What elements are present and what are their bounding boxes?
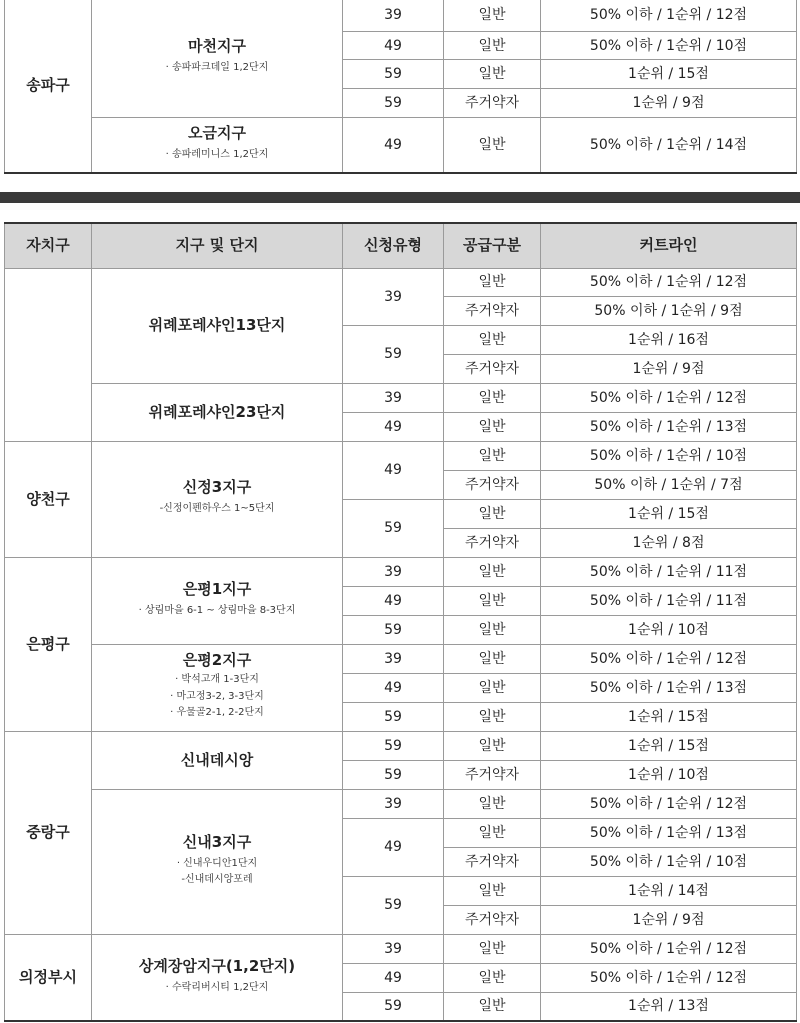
complex-item: · 마고정3-2, 3-3단지 — [170, 690, 264, 702]
table-row — [5, 118, 797, 173]
district-cell — [92, 441, 343, 557]
type-cell: 49 — [343, 963, 444, 992]
type-cell: 59 — [343, 325, 444, 383]
type-cell: 39 — [343, 644, 444, 673]
type-cell: 59 — [343, 992, 444, 1021]
cutoff-cell: 1순위 / 14점 — [541, 876, 797, 905]
type-cell: 49 — [343, 673, 444, 702]
region-cell: 중랑구 — [5, 731, 92, 934]
cutoff-cell: 50% 이하 / 1순위 / 11점 — [541, 586, 797, 615]
type-cell: 59 — [343, 702, 444, 731]
category-cell: 일반 — [444, 557, 541, 586]
cutoff-cell: 50% 이하 / 1순위 / 7점 — [541, 470, 797, 499]
cutoff-cell: 1순위 / 15점 — [541, 499, 797, 528]
category-cell: 일반 — [444, 441, 541, 470]
cutoff-cell: 50% 이하 / 1순위 / 14점 — [541, 118, 797, 173]
category-cell: 일반 — [444, 60, 541, 89]
cutoff-cell: 50% 이하 / 1순위 / 13점 — [541, 818, 797, 847]
type-cell: 49 — [343, 118, 444, 173]
region-cell: 송파구 — [5, 0, 92, 173]
type-cell: 59 — [343, 615, 444, 644]
cutoff-cell: 1순위 / 13점 — [541, 992, 797, 1021]
cutoff-cell: 50% 이하 / 1순위 / 12점 — [541, 934, 797, 963]
category-cell: 일반 — [444, 32, 541, 60]
type-cell: 49 — [343, 412, 444, 441]
type-cell: 59 — [343, 731, 444, 760]
district-cell — [92, 268, 343, 383]
region-cell — [5, 268, 92, 441]
cutoff-cell: 50% 이하 / 1순위 / 13점 — [541, 412, 797, 441]
table-row — [5, 441, 797, 470]
type-cell: 39 — [343, 383, 444, 412]
cutoff-cell: 1순위 / 16점 — [541, 325, 797, 354]
type-cell: 49 — [343, 32, 444, 60]
cutoff-cell: 1순위 / 9점 — [541, 89, 797, 118]
table-row — [5, 644, 797, 673]
cutoff-cell: 50% 이하 / 1순위 / 10점 — [541, 441, 797, 470]
type-cell: 39 — [343, 789, 444, 818]
category-cell: 일반 — [444, 118, 541, 173]
table-row — [5, 789, 797, 818]
table-row — [5, 383, 797, 412]
complex-list: · 송파파크데일 1,2단지 — [165, 62, 269, 74]
region-cell: 양천구 — [5, 441, 92, 557]
cutoff-cell: 50% 이하 / 1순위 / 12점 — [541, 268, 797, 296]
district-name: 은평1지구 — [182, 579, 252, 598]
cutoff-cell: 1순위 / 10점 — [541, 615, 797, 644]
district-cell — [92, 731, 343, 789]
region-cell: 은평구 — [5, 557, 92, 731]
category-cell: 주거약자 — [444, 296, 541, 325]
type-cell: 39 — [343, 0, 444, 32]
table-row — [5, 731, 797, 760]
category-cell: 일반 — [444, 383, 541, 412]
cutoff-cell: 1순위 / 10점 — [541, 760, 797, 789]
category-cell: 일반 — [444, 268, 541, 296]
type-cell: 49 — [343, 441, 444, 499]
category-cell: 일반 — [444, 992, 541, 1021]
district-cell — [92, 644, 343, 731]
header-region: 자치구 — [5, 223, 92, 268]
complex-list: · 수락리버시티 1,2단지 — [165, 981, 269, 993]
type-cell: 39 — [343, 557, 444, 586]
cutoff-cell: 50% 이하 / 1순위 / 11점 — [541, 557, 797, 586]
cutoff-cell: 50% 이하 / 1순위 / 12점 — [541, 789, 797, 818]
district-name: 위례포레샤인13단지 — [148, 316, 286, 334]
complex-item: · 박석고개 1-3단지 — [175, 674, 259, 686]
table-row — [5, 268, 797, 296]
category-cell: 일반 — [444, 586, 541, 615]
district-name: 상계장암지구(1,2단지) — [138, 956, 296, 975]
district-cell — [92, 383, 343, 441]
type-cell: 59 — [343, 760, 444, 789]
category-cell: 주거약자 — [444, 89, 541, 118]
complex-item: -신내데시앙포레 — [181, 874, 253, 885]
cutoff-table-top — [4, 0, 797, 174]
complex-list: -신정이펜하우스 1~5단지 — [159, 503, 275, 515]
category-cell: 일반 — [444, 412, 541, 441]
type-cell: 49 — [343, 586, 444, 615]
header-type: 신청유형 — [343, 223, 444, 268]
cutoff-cell: 1순위 / 9점 — [541, 354, 797, 383]
district-name: 신내3지구 — [182, 832, 252, 851]
header-cutoff: 커트라인 — [541, 223, 797, 268]
category-cell: 주거약자 — [444, 847, 541, 876]
category-cell: 주거약자 — [444, 528, 541, 557]
header-district: 지구 및 단지 — [92, 223, 343, 268]
cutoff-cell: 1순위 / 8점 — [541, 528, 797, 557]
complex-list: · 송파레미니스 1,2단지 — [165, 149, 269, 160]
category-cell: 일반 — [444, 818, 541, 847]
type-cell: 59 — [343, 499, 444, 557]
cutoff-cell: 50% 이하 / 1순위 / 9점 — [541, 296, 797, 325]
cutoff-cell: 50% 이하 / 1순위 / 12점 — [541, 0, 797, 32]
type-cell: 59 — [343, 89, 444, 118]
complex-list — [92, 672, 342, 722]
cutoff-cell: 50% 이하 / 1순위 / 12점 — [541, 383, 797, 412]
complex-list: · 상림마을 6-1 ~ 상림마을 8-3단지 — [138, 604, 296, 616]
type-cell: 39 — [343, 268, 444, 325]
district-cell — [92, 789, 343, 934]
cutoff-cell: 50% 이하 / 1순위 / 13점 — [541, 673, 797, 702]
cutoff-cell: 50% 이하 / 1순위 / 12점 — [541, 644, 797, 673]
table-header-row — [5, 223, 797, 268]
district-name: 은평2지구 — [182, 651, 252, 670]
cutoff-table-main — [4, 222, 797, 1022]
district-name: 신정3지구 — [182, 478, 252, 497]
category-cell: 일반 — [444, 934, 541, 963]
type-cell: 49 — [343, 818, 444, 876]
type-cell: 39 — [343, 934, 444, 963]
header-category: 공급구분 — [444, 223, 541, 268]
district-cell — [92, 557, 343, 644]
category-cell: 일반 — [444, 963, 541, 992]
region-cell: 의정부시 — [5, 934, 92, 1021]
table-row — [5, 557, 797, 586]
cutoff-cell: 50% 이하 / 1순위 / 10점 — [541, 32, 797, 60]
category-cell: 일반 — [444, 673, 541, 702]
table-row — [5, 934, 797, 963]
cutoff-cell: 1순위 / 15점 — [541, 702, 797, 731]
district-cell — [92, 0, 343, 118]
section-divider — [0, 192, 800, 203]
category-cell: 주거약자 — [444, 760, 541, 789]
cutoff-cell: 50% 이하 / 1순위 / 12점 — [541, 963, 797, 992]
complex-list — [92, 856, 342, 889]
category-cell: 주거약자 — [444, 470, 541, 499]
district-name: 신내데시앙 — [180, 750, 254, 769]
cutoff-cell: 1순위 / 15점 — [541, 731, 797, 760]
complex-item: · 우물골2-1, 2-2단지 — [170, 707, 264, 719]
cutoff-cell: 50% 이하 / 1순위 / 10점 — [541, 847, 797, 876]
district-cell — [92, 118, 343, 173]
district-name: 마천지구 — [188, 37, 246, 56]
complex-item: · 신내우디안1단지 — [176, 857, 258, 869]
category-cell: 일반 — [444, 876, 541, 905]
table-row — [5, 0, 797, 32]
cutoff-cell: 1순위 / 9점 — [541, 905, 797, 934]
district-name: 오금지구 — [188, 124, 246, 142]
category-cell: 일반 — [444, 789, 541, 818]
type-cell: 59 — [343, 60, 444, 89]
district-name: 위례포레샤인23단지 — [148, 402, 286, 421]
category-cell: 일반 — [444, 499, 541, 528]
category-cell: 일반 — [444, 0, 541, 32]
category-cell: 일반 — [444, 615, 541, 644]
category-cell: 주거약자 — [444, 905, 541, 934]
category-cell: 일반 — [444, 325, 541, 354]
type-cell: 59 — [343, 876, 444, 934]
category-cell: 일반 — [444, 731, 541, 760]
category-cell: 일반 — [444, 702, 541, 731]
cutoff-cell: 1순위 / 15점 — [541, 60, 797, 89]
category-cell: 주거약자 — [444, 354, 541, 383]
category-cell: 일반 — [444, 644, 541, 673]
district-cell — [92, 934, 343, 1021]
